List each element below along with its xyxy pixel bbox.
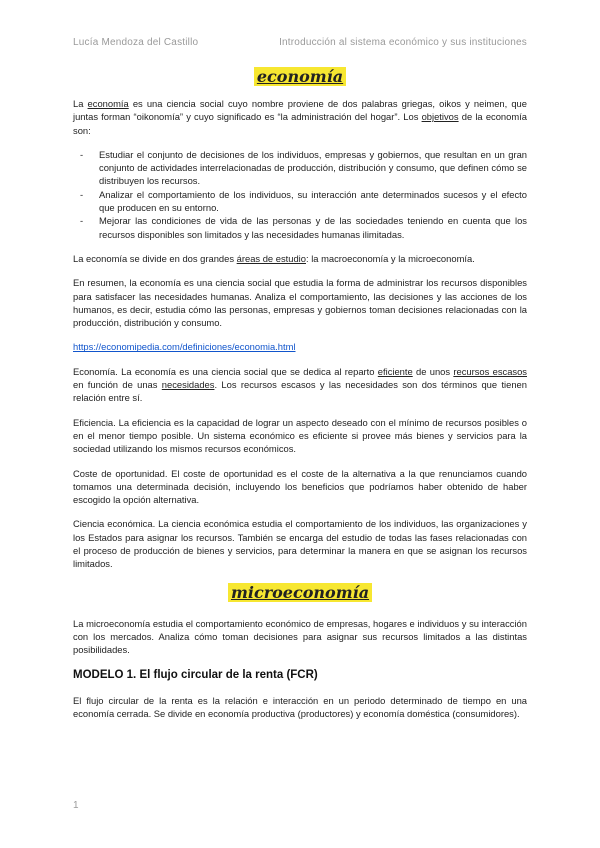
title-highlight: economía	[254, 67, 346, 86]
definition-paragraph: Economía. La economía es una ciencia social que se dedica al reparto eficiente de unos recursos escasos en función de unas necesidades. Los recursos escasos y las necesidades son dos términos que tienen relación entre sí.	[73, 365, 527, 404]
header-document-title: Introducción al sistema económico y sus instituciones	[279, 37, 527, 48]
summary-paragraph: En resumen, la economía es una ciencia social que estudia la forma de administrar los recursos disponibles para satisfacer las necesidades humanas. Analiza el comportamiento, las decisiones y las acciones de los humanos, es decir, estudia cómo las personas, empresas y gobiernos toman decisiones relacionadas con la producción, distribución y consumo.	[73, 277, 527, 329]
source-link[interactable]: https://economipedia.com/definiciones/economia.html	[73, 341, 296, 353]
header-author: Lucía Mendoza del Castillo	[73, 37, 199, 48]
term-recursos-escasos: recursos escasos	[453, 365, 527, 377]
objectives-list	[73, 148, 527, 241]
document-body	[73, 66, 527, 731]
term-necesidades: necesidades	[161, 379, 215, 391]
areas-paragraph: La economía se divide en dos grandes áreas de estudio: la macroeconomía y la microeconomía.	[73, 252, 475, 264]
opportunity-cost-paragraph: Coste de oportunidad. El coste de oportunidad es el coste de la alternativa a la que renunciamos cuando tomamos una determinada decisión, incluyendo los beneficios que podríamos haber obtenido de haber escogido la opción alternativa.	[73, 467, 527, 506]
page-number: 1	[73, 800, 79, 811]
section-title-economia	[73, 66, 527, 88]
page-header	[73, 37, 527, 48]
term-economia: economía	[87, 98, 129, 109]
efficiency-paragraph: Eficiencia. La eficiencia es la capacidad de lograr un aspecto deseado con el mínimo de recursos posibles o en el menor tiempo posible. Un sistema económico es eficiente si provee más bienes y servicios para la sociedad utilizando los mismos recursos económicos.	[73, 416, 527, 455]
section-title-microeconomia	[73, 582, 527, 604]
subtitle-highlight: microeconomía	[228, 583, 372, 602]
link-paragraph	[73, 340, 527, 353]
term-eficiente: eficiente	[377, 365, 413, 377]
list-item: - Analizar el comportamiento de los individuos, su interacción ante determinados sucesos y el efecto que producen en su entorno.	[99, 188, 527, 215]
term-objetivos: objetivos	[421, 111, 459, 123]
intro-paragraph: La economía es una ciencia social cuyo nombre proviene de dos palabras griegas, oikos y neimen, que juntas forman “oikonomía” y cuyo significado es “la administración del hogar”. Los objetivos de la economía son:	[73, 98, 527, 136]
model-paragraph: El flujo circular de la renta es la relación e interacción en un periodo determinado de tiempo en una economía cerrada. Se divide en economía productiva (productores) y economía doméstica (consumidores).	[73, 694, 527, 719]
term-areas-de-estudio: áreas de estudio	[236, 252, 306, 264]
list-item: - Mejorar las condiciones de vida de las personas y de las sociedades teniendo en cuenta que los recursos disponibles son limitados y las necesidades humanas ilimitadas.	[99, 214, 527, 241]
economic-science-paragraph: Ciencia económica. La ciencia económica estudia el comportamiento de los individuos, las organizaciones y los Estados para asignar los recursos. También se encarga del estudio de todas las fases relacionadas con el proceso de producción de bienes y servicios, para determinar la manera en que se asignan los recursos limitados.	[73, 518, 527, 570]
model-heading: MODELO 1. El flujo circular de la renta (FCR)	[73, 668, 318, 681]
micro-paragraph: La microeconomía estudia el comportamiento económico de empresas, hogares e individuos y su interacción con los mercados. Analiza cómo toman decisiones para asignar sus recursos limitados a las distintas posibilidades.	[73, 617, 527, 656]
list-item: - Estudiar el conjunto de decisiones de los individuos, empresas y gobiernos, que resultan en un gran conjunto de actividades interrelacionadas de producción, distribución y consumo, que definen cómo se distribuyen los recursos.	[99, 148, 527, 188]
